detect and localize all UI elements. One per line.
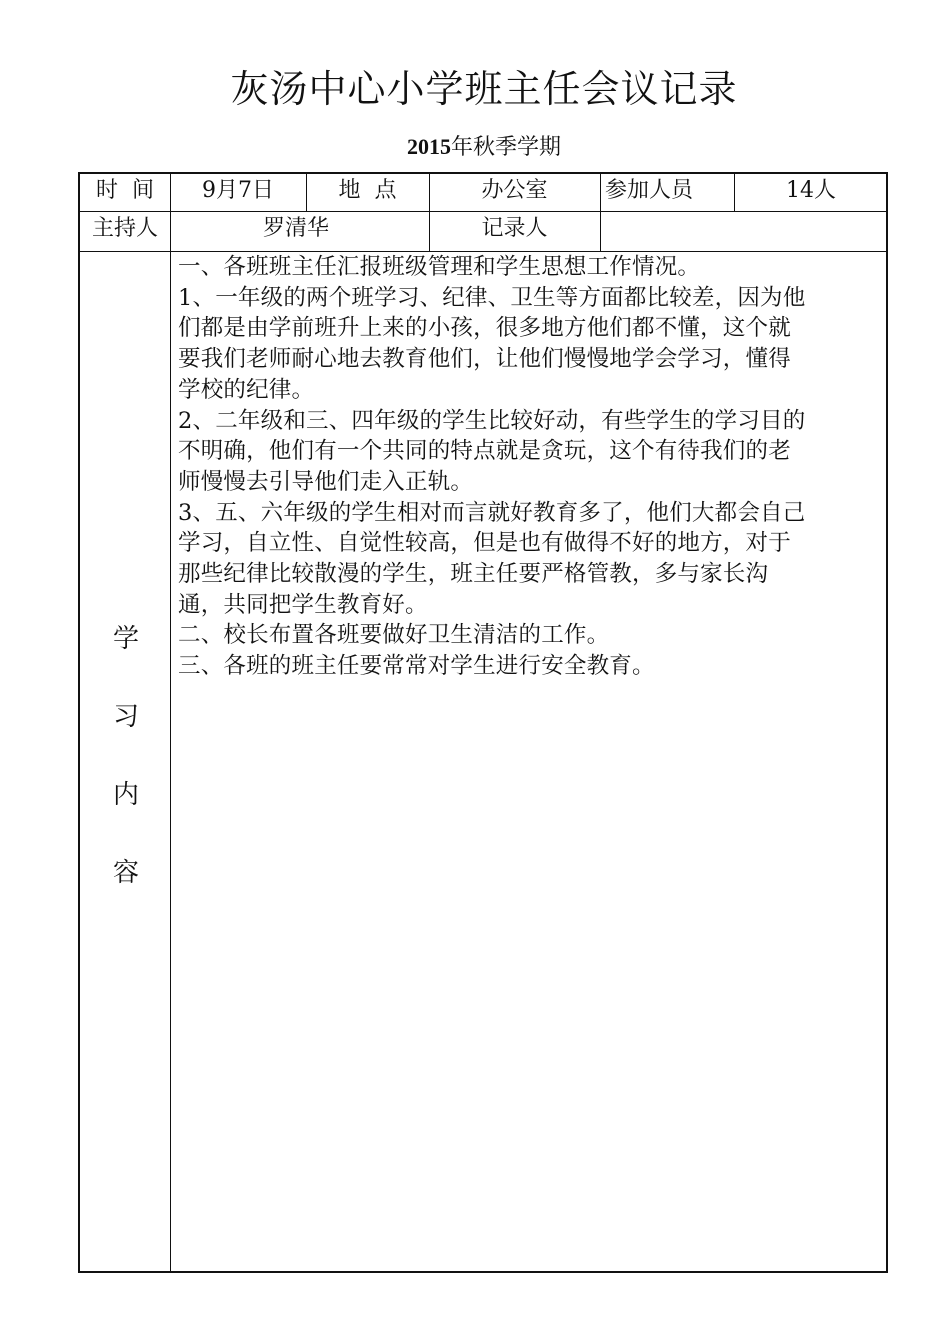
- content-line: 们都是由学前班升上来的小孩，很多地方他们都不懂，这个就: [178, 315, 791, 342]
- meeting-content: [178, 252, 888, 682]
- content-line: 3、五、六年级的学生相对而言就好教育多了，他们大都会自己: [178, 499, 806, 526]
- host-label: 主持人: [91, 216, 158, 241]
- content-line: 师慢慢去引导他们走入正轨。: [178, 468, 474, 495]
- subtitle-year: 2015: [406, 134, 451, 159]
- subtitle-term: 年秋季学期: [450, 135, 561, 160]
- content-line: 要我们老师耐心地去教育他们，让他们慢慢地学会学习，懂得: [178, 346, 791, 373]
- content-label-char-4: 容: [112, 858, 139, 888]
- content-line: 1、一年级的两个班学习、纪律、卫生等方面都比较差，因为他: [178, 284, 806, 311]
- content-line: 三、各班的班主任要常常对学生进行安全教育。: [178, 653, 655, 680]
- content-line: 学习，自立性、自觉性较高，但是也有做得不好的地方，对于: [178, 530, 791, 557]
- document-title: 灰汤中心小学班主任会议记录: [230, 67, 738, 111]
- host-value: 罗清华: [263, 216, 330, 241]
- content-label-char-3: 内: [112, 780, 139, 810]
- content-line: 2、二年级和三、四年级的学生比较好动，有些学生的学习目的: [178, 407, 806, 434]
- place-label: 地 点: [338, 178, 397, 203]
- content-label-char-2: 习: [112, 702, 139, 732]
- column-divider-attendees: [734, 174, 735, 211]
- content-label-char-1: 学: [112, 624, 139, 654]
- content-line: 那些纪律比较散漫的学生，班主任要严格管教，多与家长沟: [178, 561, 769, 588]
- column-divider-place-value: [600, 174, 601, 251]
- recorder-label: 记录人: [481, 216, 548, 241]
- time-value: 9月7日: [202, 178, 274, 203]
- time-label: 时 间: [96, 178, 154, 203]
- content-line: 一、各班班主任汇报班级管理和学生思想工作情况。: [178, 254, 701, 280]
- content-line: 不明确，他们有一个共同的特点就是贪玩，这个有待我们的老: [178, 438, 791, 465]
- place-value: 办公室: [481, 178, 548, 203]
- row-divider-1: [80, 211, 886, 212]
- document-subtitle: [0, 132, 950, 163]
- content-line: 通，共同把学生教育好。: [178, 591, 428, 618]
- content-line: 学校的纪律。: [178, 376, 315, 403]
- attendees-label: 参加人员: [605, 178, 694, 203]
- meeting-record-table: [78, 172, 888, 1273]
- content-line: 二、校长布置各班要做好卫生清洁的工作。: [178, 622, 610, 649]
- attendees-value: 14人: [786, 178, 836, 203]
